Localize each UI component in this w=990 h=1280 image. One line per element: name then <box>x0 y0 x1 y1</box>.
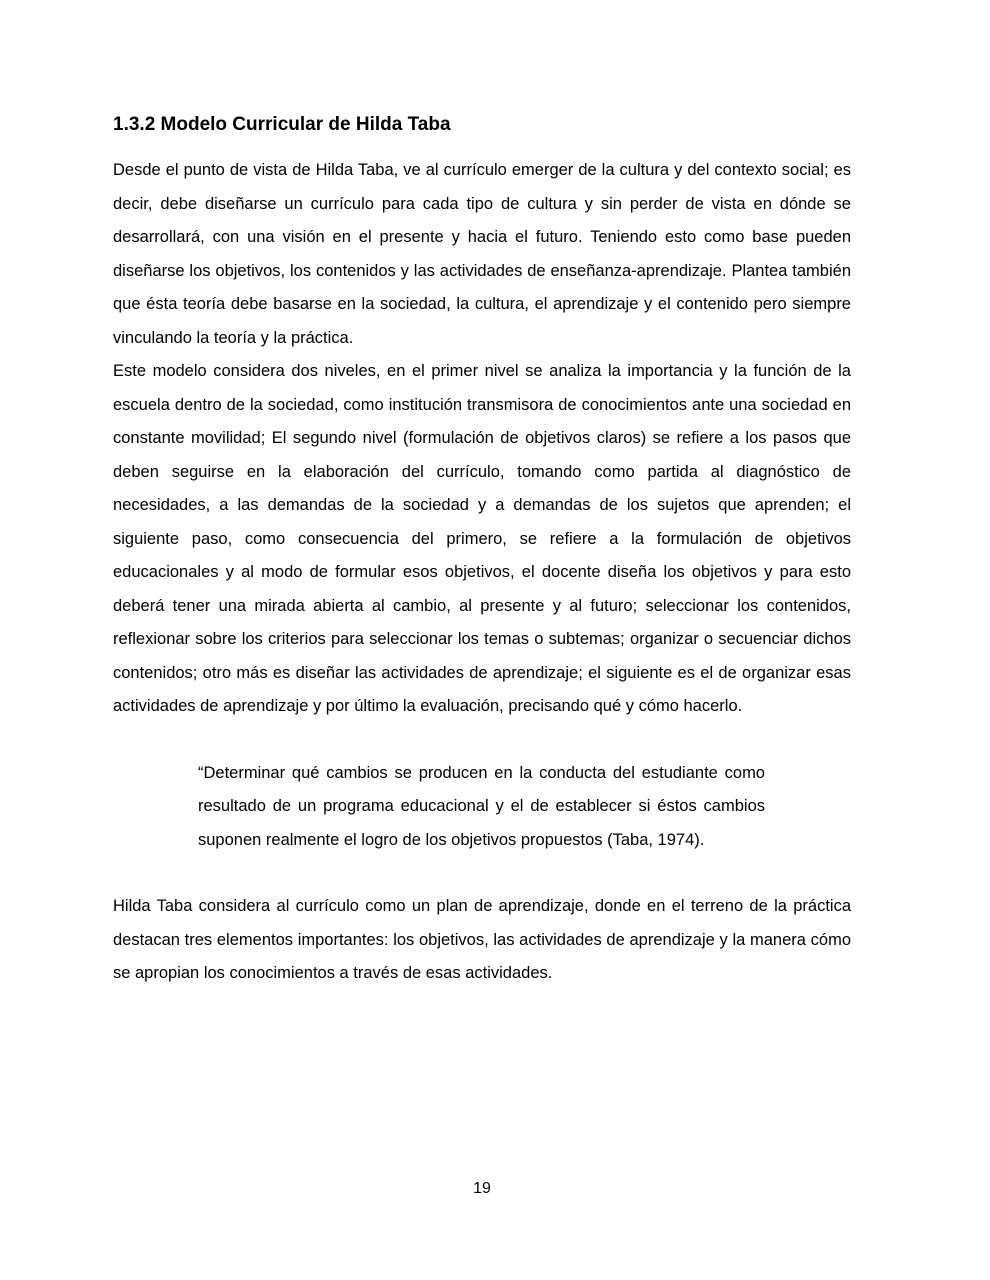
block-quote: “Determinar qué cambios se producen en la conducta del estudiante como resultado de un programa educacional y el de establecer si éstos cambios suponen realmente el logro de los objetivos propuestos (Taba, 1974). <box>198 763 765 849</box>
page-number: 19 <box>473 1180 491 1197</box>
page-content <box>113 112 851 991</box>
closing-paragraph: Hilda Taba considera al currículo como un plan de aprendizaje, donde en el terreno de la práctica destacan tres elementos importantes: los objetivos, las actividades de aprendizaje y la manera cómo se apropian los conocimientos a través de esas actividades. <box>113 897 851 982</box>
paragraph-1: Desde el punto de vista de Hilda Taba, ve al currículo emerger de la cultura y del contexto social; es decir, debe diseñarse un currículo para cada tipo de cultura y sin perder de vista en dónde se desarrollará, con una visión en el presente y hacia el futuro. Teniendo esto como base pueden diseñarse los objetivos, los contenidos y las actividades de enseñanza-aprendizaje. Plantea también que ésta teoría debe basarse en la sociedad, la cultura, el aprendizaje y el contenido pero siempre vinculando la teoría y la práctica. <box>113 161 851 347</box>
section-heading: 1.3.2 Modelo Curricular de Hilda Taba <box>113 114 451 135</box>
paragraph-2: Este modelo considera dos niveles, en el primer nivel se analiza la importancia y la función de la escuela dentro de la sociedad, como institución transmisora de conocimientos ante una sociedad en constante movilidad; El segundo nivel (formulación de objetivos claros) se refiere a los pasos que deben seguirse en la elaboración del currículo, tomando como partida al diagnóstico de necesidades, a las demandas de la sociedad y a demandas de los sujetos que aprenden; el siguiente paso, como consecuencia del primero, se refiere a la formulación de objetivos educacionales y al modo de formular esos objetivos, el docente diseña los objetivos y para esto deberá tener una mirada abierta al cambio, al presente y al futuro; seleccionar los contenidos, reflexionar sobre los criterios para seleccionar los temas o subtemas; organizar o secuenciar dichos contenidos; otro más es diseñar las actividades de aprendizaje; el siguiente es el de organizar esas actividades de aprendizaje y por último la evaluación, precisando qué y cómo hacerlo. <box>113 362 851 715</box>
